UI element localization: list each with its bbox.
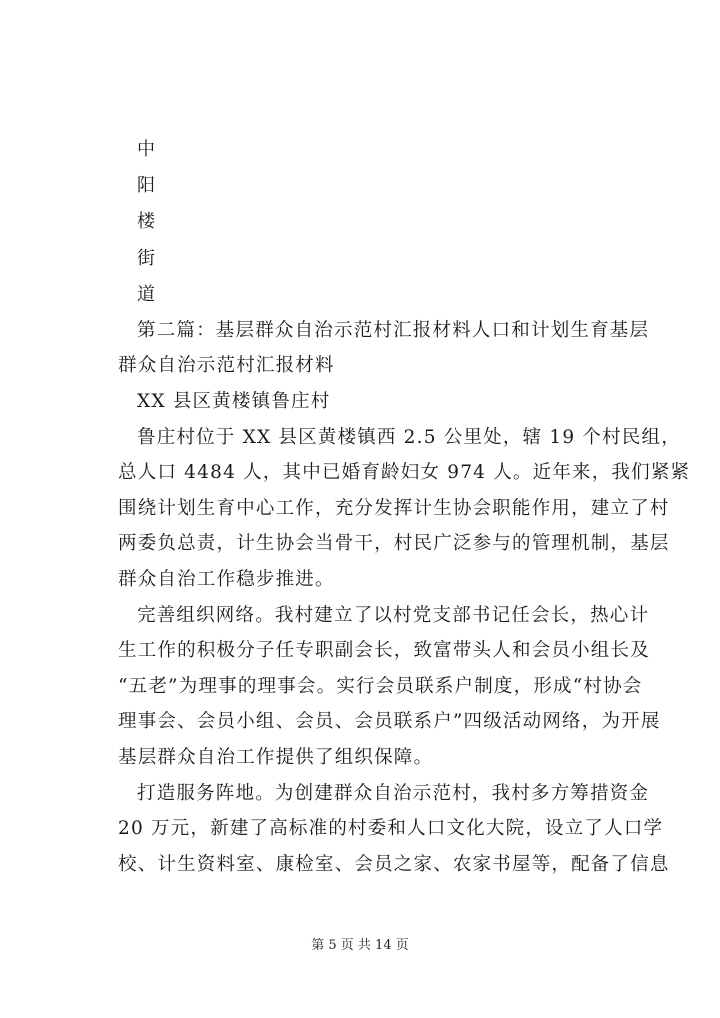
paragraph-line: 校、计生资料室、康检室、会员之家、农家书屋等，配备了信息 <box>118 854 670 875</box>
page-footer: 第 5 页 共 14 页 <box>311 938 409 953</box>
paragraph-line: 围绕计划生育中心工作，充分发挥计生协会职能作用，建立了村 <box>118 498 670 519</box>
paragraph-line: 完善组织网络。我村建立了以村党支部书记任会长，热心计 <box>137 605 650 626</box>
paragraph-line: “五老”为理事的理事会。实行会员联系户制度，形成“村协会 <box>118 676 643 697</box>
vertical-char: 街 <box>137 248 155 269</box>
paragraph-line: 两委负总责，计生协会当骨干，村民广泛参与的管理机制，基层 <box>118 533 670 554</box>
paragraph-line: 打造服务阵地。为创建群众自治示范村，我村多方筹措资金 <box>137 783 650 804</box>
section-title-line: 群众自治示范村汇报材料 <box>118 355 335 376</box>
location-line: XX 县区黄楼镇鲁庄村 <box>137 391 331 412</box>
vertical-char: 道 <box>137 284 155 305</box>
vertical-char: 中 <box>137 139 155 160</box>
paragraph-line: 群众自治工作稳步推进。 <box>118 569 335 590</box>
vertical-char: 阳 <box>137 175 155 196</box>
vertical-char: 楼 <box>137 211 155 232</box>
paragraph-line: 生工作的积极分子任专职副会长，致富带头人和会员小组长及 <box>118 640 650 661</box>
paragraph-line: 鲁庄村位于 XX 县区黄楼镇西 2.5 公里处，辖 19 个村民组， <box>137 427 681 448</box>
paragraph-line: 基层群众自治工作提供了组织保障。 <box>118 747 434 768</box>
paragraph-line: 20 万元，新建了高标准的村委和人口文化大院，设立了人口学 <box>118 818 664 839</box>
paragraph-line: 理事会、会员小组、会员、会员联系户”四级活动网络，为开展 <box>118 711 661 732</box>
paragraph-line: 总人口 4484 人，其中已婚育龄妇女 974 人。近年来，我们紧紧 <box>118 462 691 483</box>
section-title-line: 第二篇：基层群众自治示范村汇报材料人口和计划生育基层 <box>137 320 650 341</box>
